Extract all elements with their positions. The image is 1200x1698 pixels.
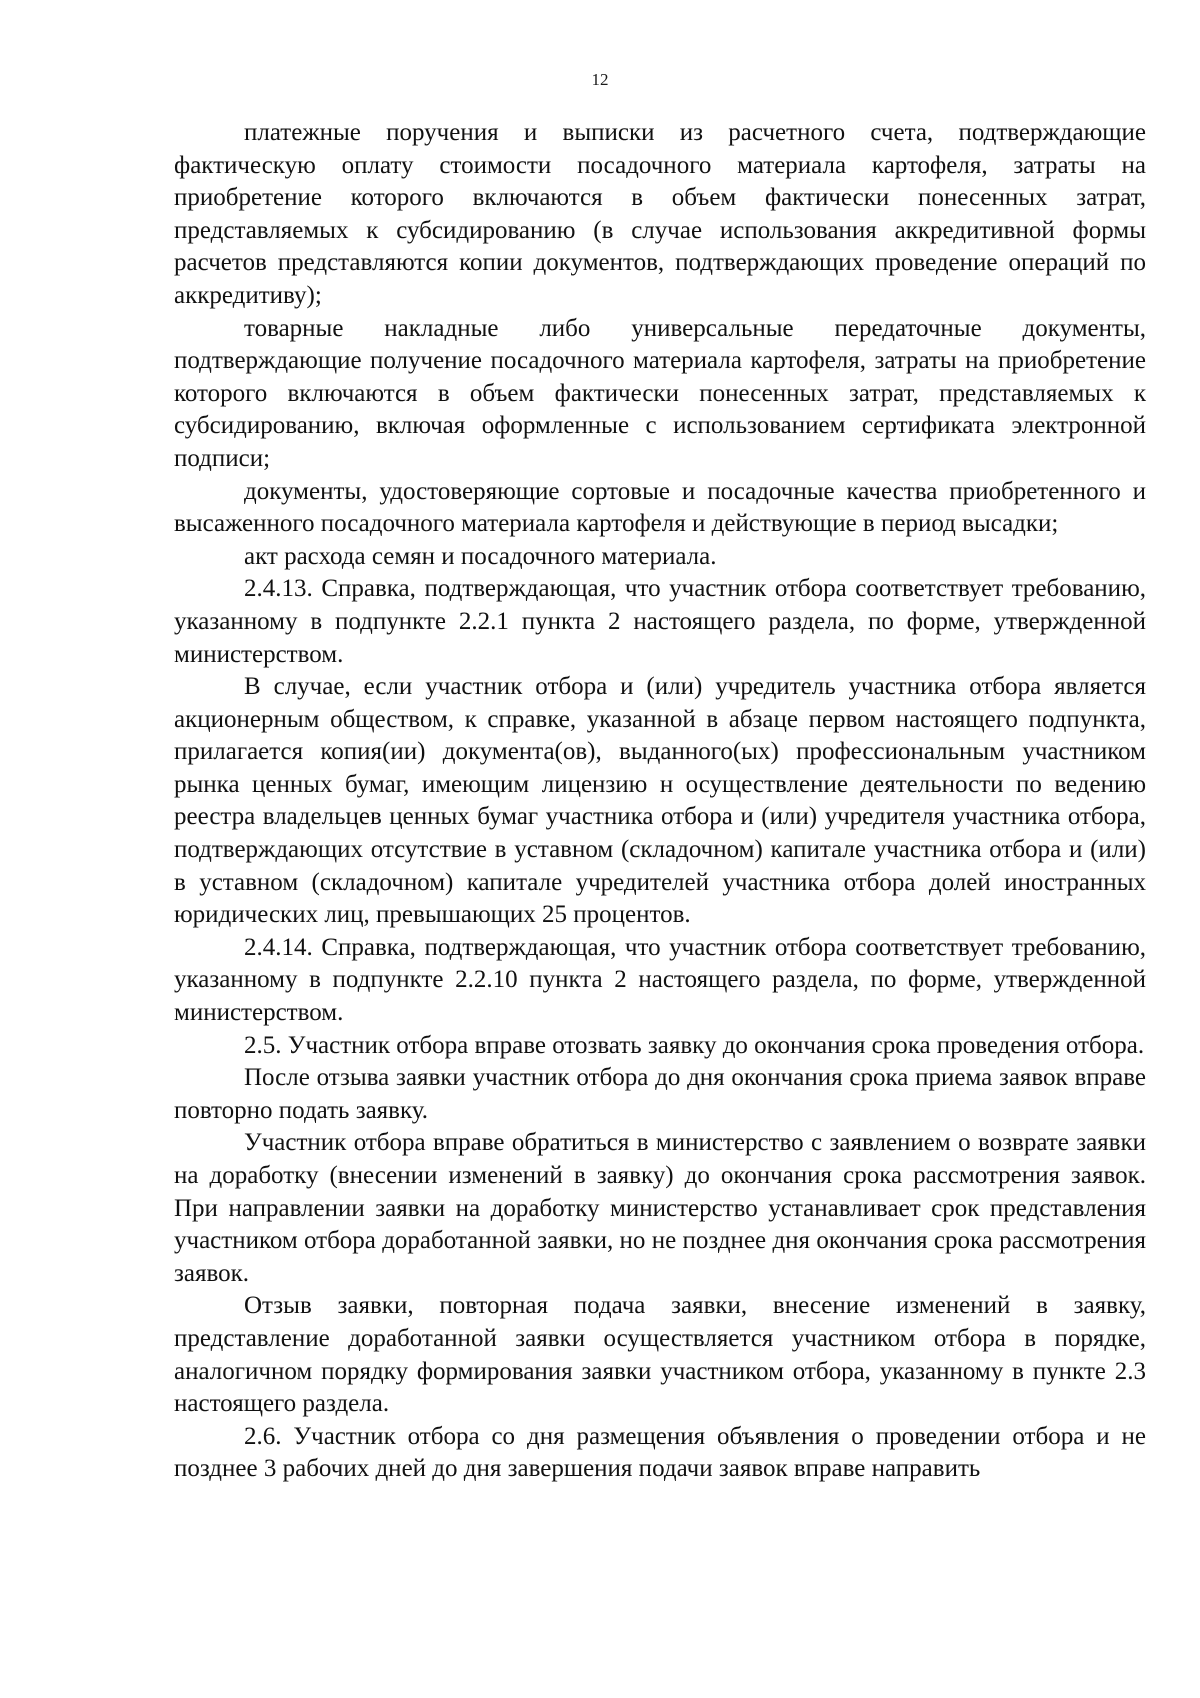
paragraph-resubmission: После отзыва заявки участник отбора до дня окончания срока приема заявок вправе повторно подать заявку. bbox=[174, 1064, 1146, 1124]
paragraph-2-5: 2.5. Участник отбора вправе отозвать заявку до окончания срока проведения отбора. bbox=[244, 1031, 1145, 1059]
page-number: 12 bbox=[591, 70, 609, 89]
paragraph-seed-act: акт расхода семян и посадочного материала. bbox=[244, 542, 717, 570]
paragraph-joint-stock: В случае, если участник отбора и (или) учредитель участника отбора является акционерным обществом, к справке, указанной в абзаце первом настоящего подпункта, прилагается копия(ии) документа(ов), выданного(ых) профессиональным участником рынка ценных бумаг, имеющим лицензию н осуществление деятельности по ведению реестра владельцев ценных бумаг участника отбора и (или) учредителя участника отбора, подтверждающих отсутствие в уставном (складочном) капитале участника отбора и (или) в уставном (складочном) капитале учредителей участника отбора долей иностранных юридических лиц, превышающих 25 процентов. bbox=[174, 673, 1146, 929]
paragraph-2-6: 2.6. Участник отбора со дня размещения объявления о проведении отбора и не позднее 3 рабочих дней до дня завершения подачи заявок вправе направить bbox=[174, 1422, 1146, 1483]
paragraph-2-4-14: 2.4.14. Справка, подтверждающая, что участник отбора соответствует требованию, указанному в подпункте 2.2.10 пункта 2 настоящего раздела, по форме, утвержденной министерством. bbox=[174, 933, 1146, 1027]
paragraph-invoices: товарные накладные либо универсальные передаточные документы, подтверждающие получение посадочного материала картофеля, затраты на приобретение которого включаются в объем фактически понесенных затрат, представляемых к субсидированию, включая оформленные с использованием сертификата электронной подписи; bbox=[174, 314, 1146, 472]
paragraph-2-4-13: 2.4.13. Справка, подтверждающая, что участник отбора соответствует требованию, указанному в подпункте 2.2.1 пункта 2 настоящего раздела, по форме, утвержденной министерством. bbox=[174, 575, 1146, 668]
paragraph-withdrawal-procedure: Отзыв заявки, повторная подача заявки, внесение изменений в заявку, представление доработанной заявки осуществляется участником отбора в порядке, аналогичном порядку формирования заявки участником отбора, указанному в пункте 2.3 настоящего раздела. bbox=[174, 1292, 1146, 1418]
paragraph-quality-documents: документы, удостоверяющие сортовые и посадочные качества приобретенного и высаженного посадочного материала картофеля и действующие в период высадки; bbox=[174, 477, 1146, 538]
paragraph-return-for-revision: Участник отбора вправе обратиться в министерство с заявлением о возврате заявки на доработку (внесении изменений в заявку) до окончания срока рассмотрения заявок. При направлении заявки на доработку министерство устанавливает срок представления участником отбора доработанной заявки, но не позднее дня окончания срока рассмотрения заявок. bbox=[174, 1129, 1146, 1287]
document-body bbox=[174, 117, 1146, 1486]
paragraph-payment-orders: платежные поручения и выписки из расчетного счета, подтверждающие фактическую оплату стоимости посадочного материала картофеля, затраты на приобретение которого включаются в объем фактически понесенных затрат, представляемых к субсидированию (в случае использования аккредитивной формы расчетов представляются копии документов, подтверждающих проведение операций по аккредитиву); bbox=[174, 119, 1146, 309]
